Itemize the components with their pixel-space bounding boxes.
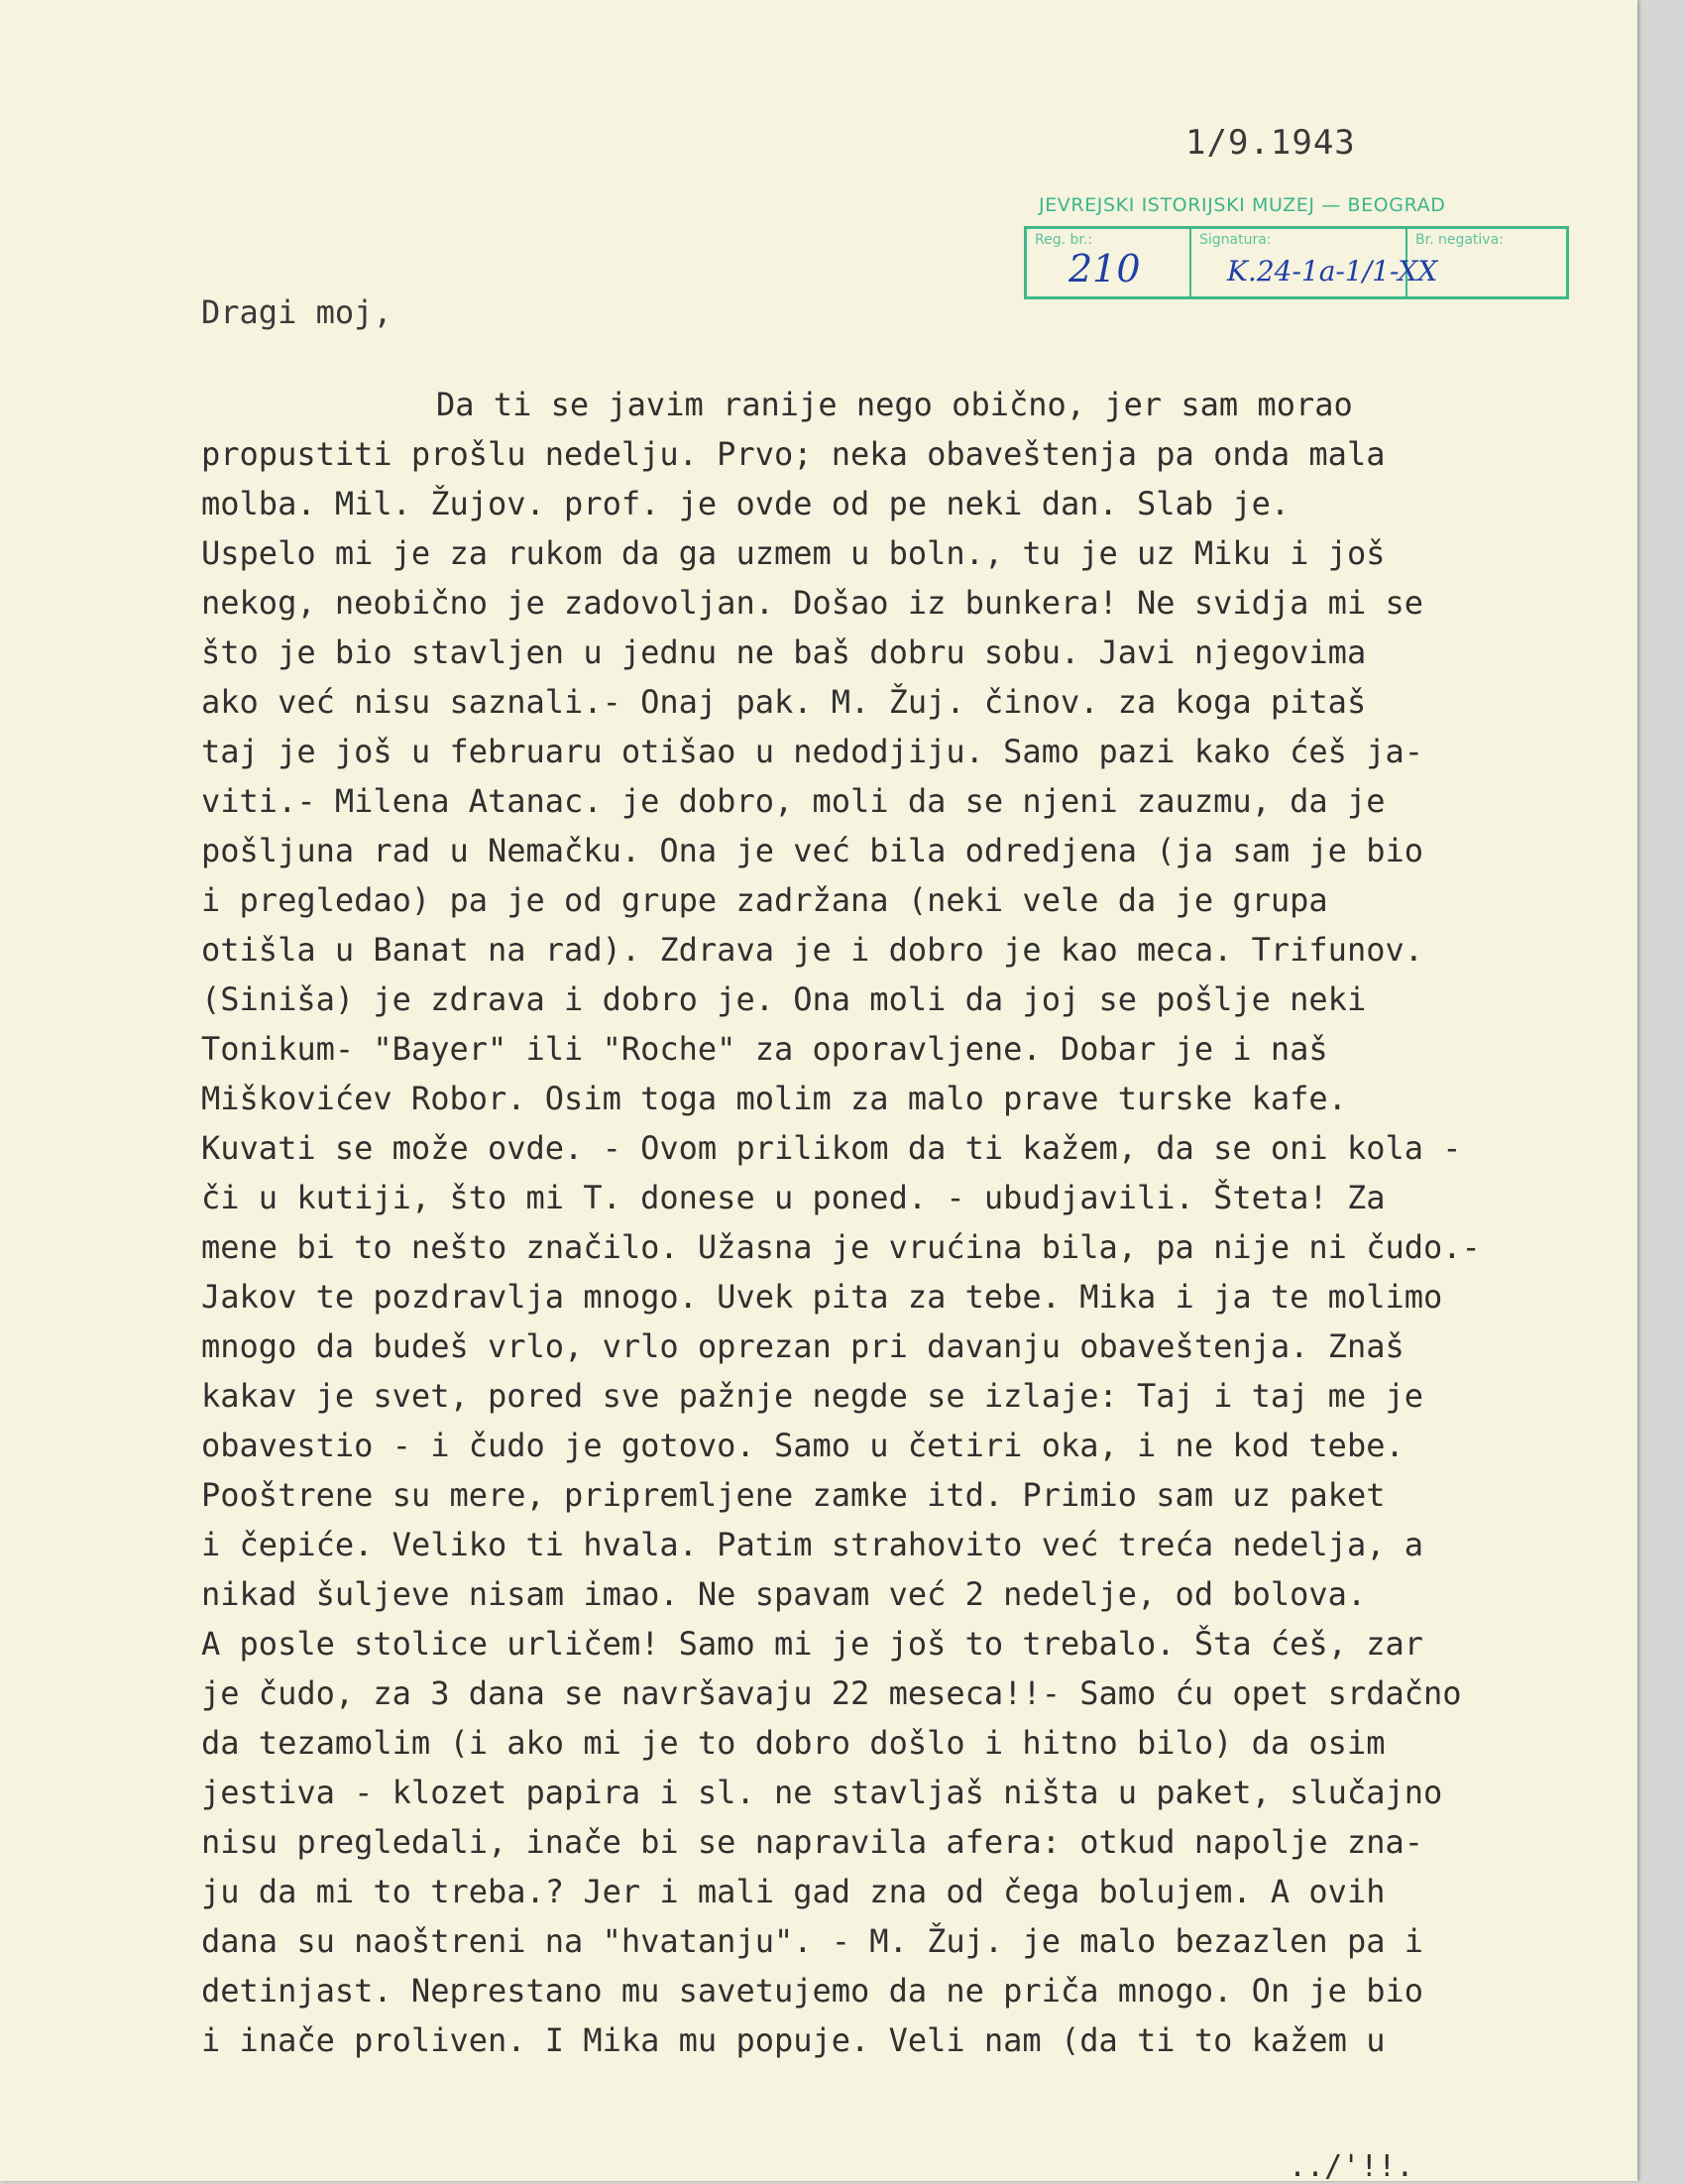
letter-line: Miškovićev Robor. Osim toga molim za malo prave turske kafe. <box>201 1080 1347 1117</box>
letter-line: ako već nisu saznali.- Onaj pak. M. Žuj. činov. za koga pitaš <box>201 683 1367 721</box>
letter-line: či u kutiji, što mi T. donese u poned. - ubudjavili. Šteta! Za <box>201 1179 1386 1216</box>
letter-line: dana su naoštreni na "hvatanju". - M. Žuj. je malo bezazlen pa i <box>201 1922 1423 1960</box>
letter-line: nekog, neobično je zadovoljan. Došao iz bunkera! Ne svidja mi se <box>201 584 1423 622</box>
letter-line: jestiva - klozet papira i sl. ne stavljaš ništa u paket, slučajno <box>201 1774 1443 1811</box>
letter-line: je čudo, za 3 dana se navršavaju 22 meseca!!- Samo ću opet srdačno <box>201 1674 1462 1712</box>
letter-line: obavestio - i čudo je gotovo. Samo u četiri oka, i ne kod tebe. <box>201 1427 1404 1464</box>
stamp-label-negative: Br. negativa: <box>1415 232 1504 248</box>
letter-line: Da ti se javim ranije nego obično, jer sam morao <box>436 386 1353 423</box>
letter-line: da tezamolim (i ako mi je to dobro došlo i hitno bilo) da osim <box>201 1724 1386 1762</box>
stamp-cell-signature <box>1191 229 1438 296</box>
stamp-label-signature: Signatura: <box>1199 232 1272 248</box>
stamp-signature-value: K.24-1a-1/1-XX <box>1227 255 1438 287</box>
letter-line: taj je još u februaru otišao u nedodjiju. Samo pazi kako ćeš ja- <box>201 733 1423 770</box>
letter-line: (Siniša) je zdrava i dobro je. Ona moli da joj se pošlje neki <box>201 980 1367 1018</box>
letter-line: Uspelo mi je za rukom da ga uzmem u boln., tu je uz Miku i još <box>201 534 1386 572</box>
letter-line: mnogo da budeš vrlo, vrlo oprezan pri davanju obaveštenja. Znaš <box>201 1327 1404 1365</box>
museum-stamp-title: JEVREJSKI ISTORIJSKI MUZEJ — BEOGRAD <box>1039 194 1446 216</box>
letter-line: detinjast. Neprestano mu savetujemo da ne priča mnogo. On je bio <box>201 1972 1423 2010</box>
letter-line: molba. Mil. Žujov. prof. je ovde od pe neki dan. Slab je. <box>201 485 1291 522</box>
letter-line: i inače proliven. I Mika mu popuje. Veli nam (da ti to kažem u <box>201 2021 1386 2059</box>
letter-line: mene bi to nešto značilo. Užasna je vrućina bila, pa nije ni čudo.- <box>201 1228 1481 1266</box>
letter-line: Jakov te pozdravlja mnogo. Uvek pita za tebe. Mika i ja te molimo <box>201 1278 1443 1316</box>
letter-line: kakav je svet, pored sve pažnje negde se izlaje: Taj i taj me je <box>201 1377 1423 1415</box>
letter-line: A posle stolice urličem! Samo mi je još to trebalo. Šta ćeš, zar <box>201 1625 1423 1663</box>
letter-line: i čepiće. Veliko ti hvala. Patim strahovito već treća nedelja, a <box>201 1526 1423 1563</box>
letter-line: ju da mi to treba.? Jer i mali gad zna od čega bolujem. A ovih <box>201 1873 1386 1910</box>
continuation-mark: ../'!!. <box>1289 2149 1414 2184</box>
letter-line: i pregledao) pa je od grupe zadržana (neki vele da je grupa <box>201 881 1328 919</box>
stamp-label-reg: Reg. br.: <box>1035 232 1093 248</box>
letter-date: 1/9.1943 <box>1185 123 1356 163</box>
letter-line: što je bio stavljen u jednu ne baš dobru sobu. Javi njegovima <box>201 633 1367 671</box>
letter-salutation: Dragi moj, <box>201 293 393 331</box>
letter-line: otišla u Banat na rad). Zdrava je i dobro je kao meca. Trifunov. <box>201 931 1423 969</box>
letter-line: viti.- Milena Atanac. je dobro, moli da se njeni zauzmu, da je <box>201 782 1386 820</box>
letter-line: propustiti prošlu nedelju. Prvo; neka obaveštenja pa onda mala <box>201 435 1386 473</box>
museum-stamp <box>1024 226 1569 299</box>
letter-line: pošljuna rad u Nemačku. Ona je već bila odredjena (ja sam je bio <box>201 832 1423 869</box>
stamp-cell-negative <box>1407 229 1566 296</box>
stamp-cell-reg <box>1027 229 1191 296</box>
letter-line: Kuvati se može ovde. - Ovom prilikom da ti kažem, da se oni kola - <box>201 1129 1462 1167</box>
letter-line: nikad šuljeve nisam imao. Ne spavam već 2 nedelje, od bolova. <box>201 1575 1367 1613</box>
letter-line: nisu pregledali, inače bi se napravila afera: otkud napolje zna- <box>201 1823 1423 1861</box>
letter-line: Pooštrene su mere, pripremljene zamke itd. Primio sam uz paket <box>201 1476 1386 1514</box>
letter-line: Tonikum- "Bayer" ili "Roche" za oporavljene. Dobar je i naš <box>201 1030 1328 1068</box>
stamp-reg-number: 210 <box>1068 247 1141 290</box>
